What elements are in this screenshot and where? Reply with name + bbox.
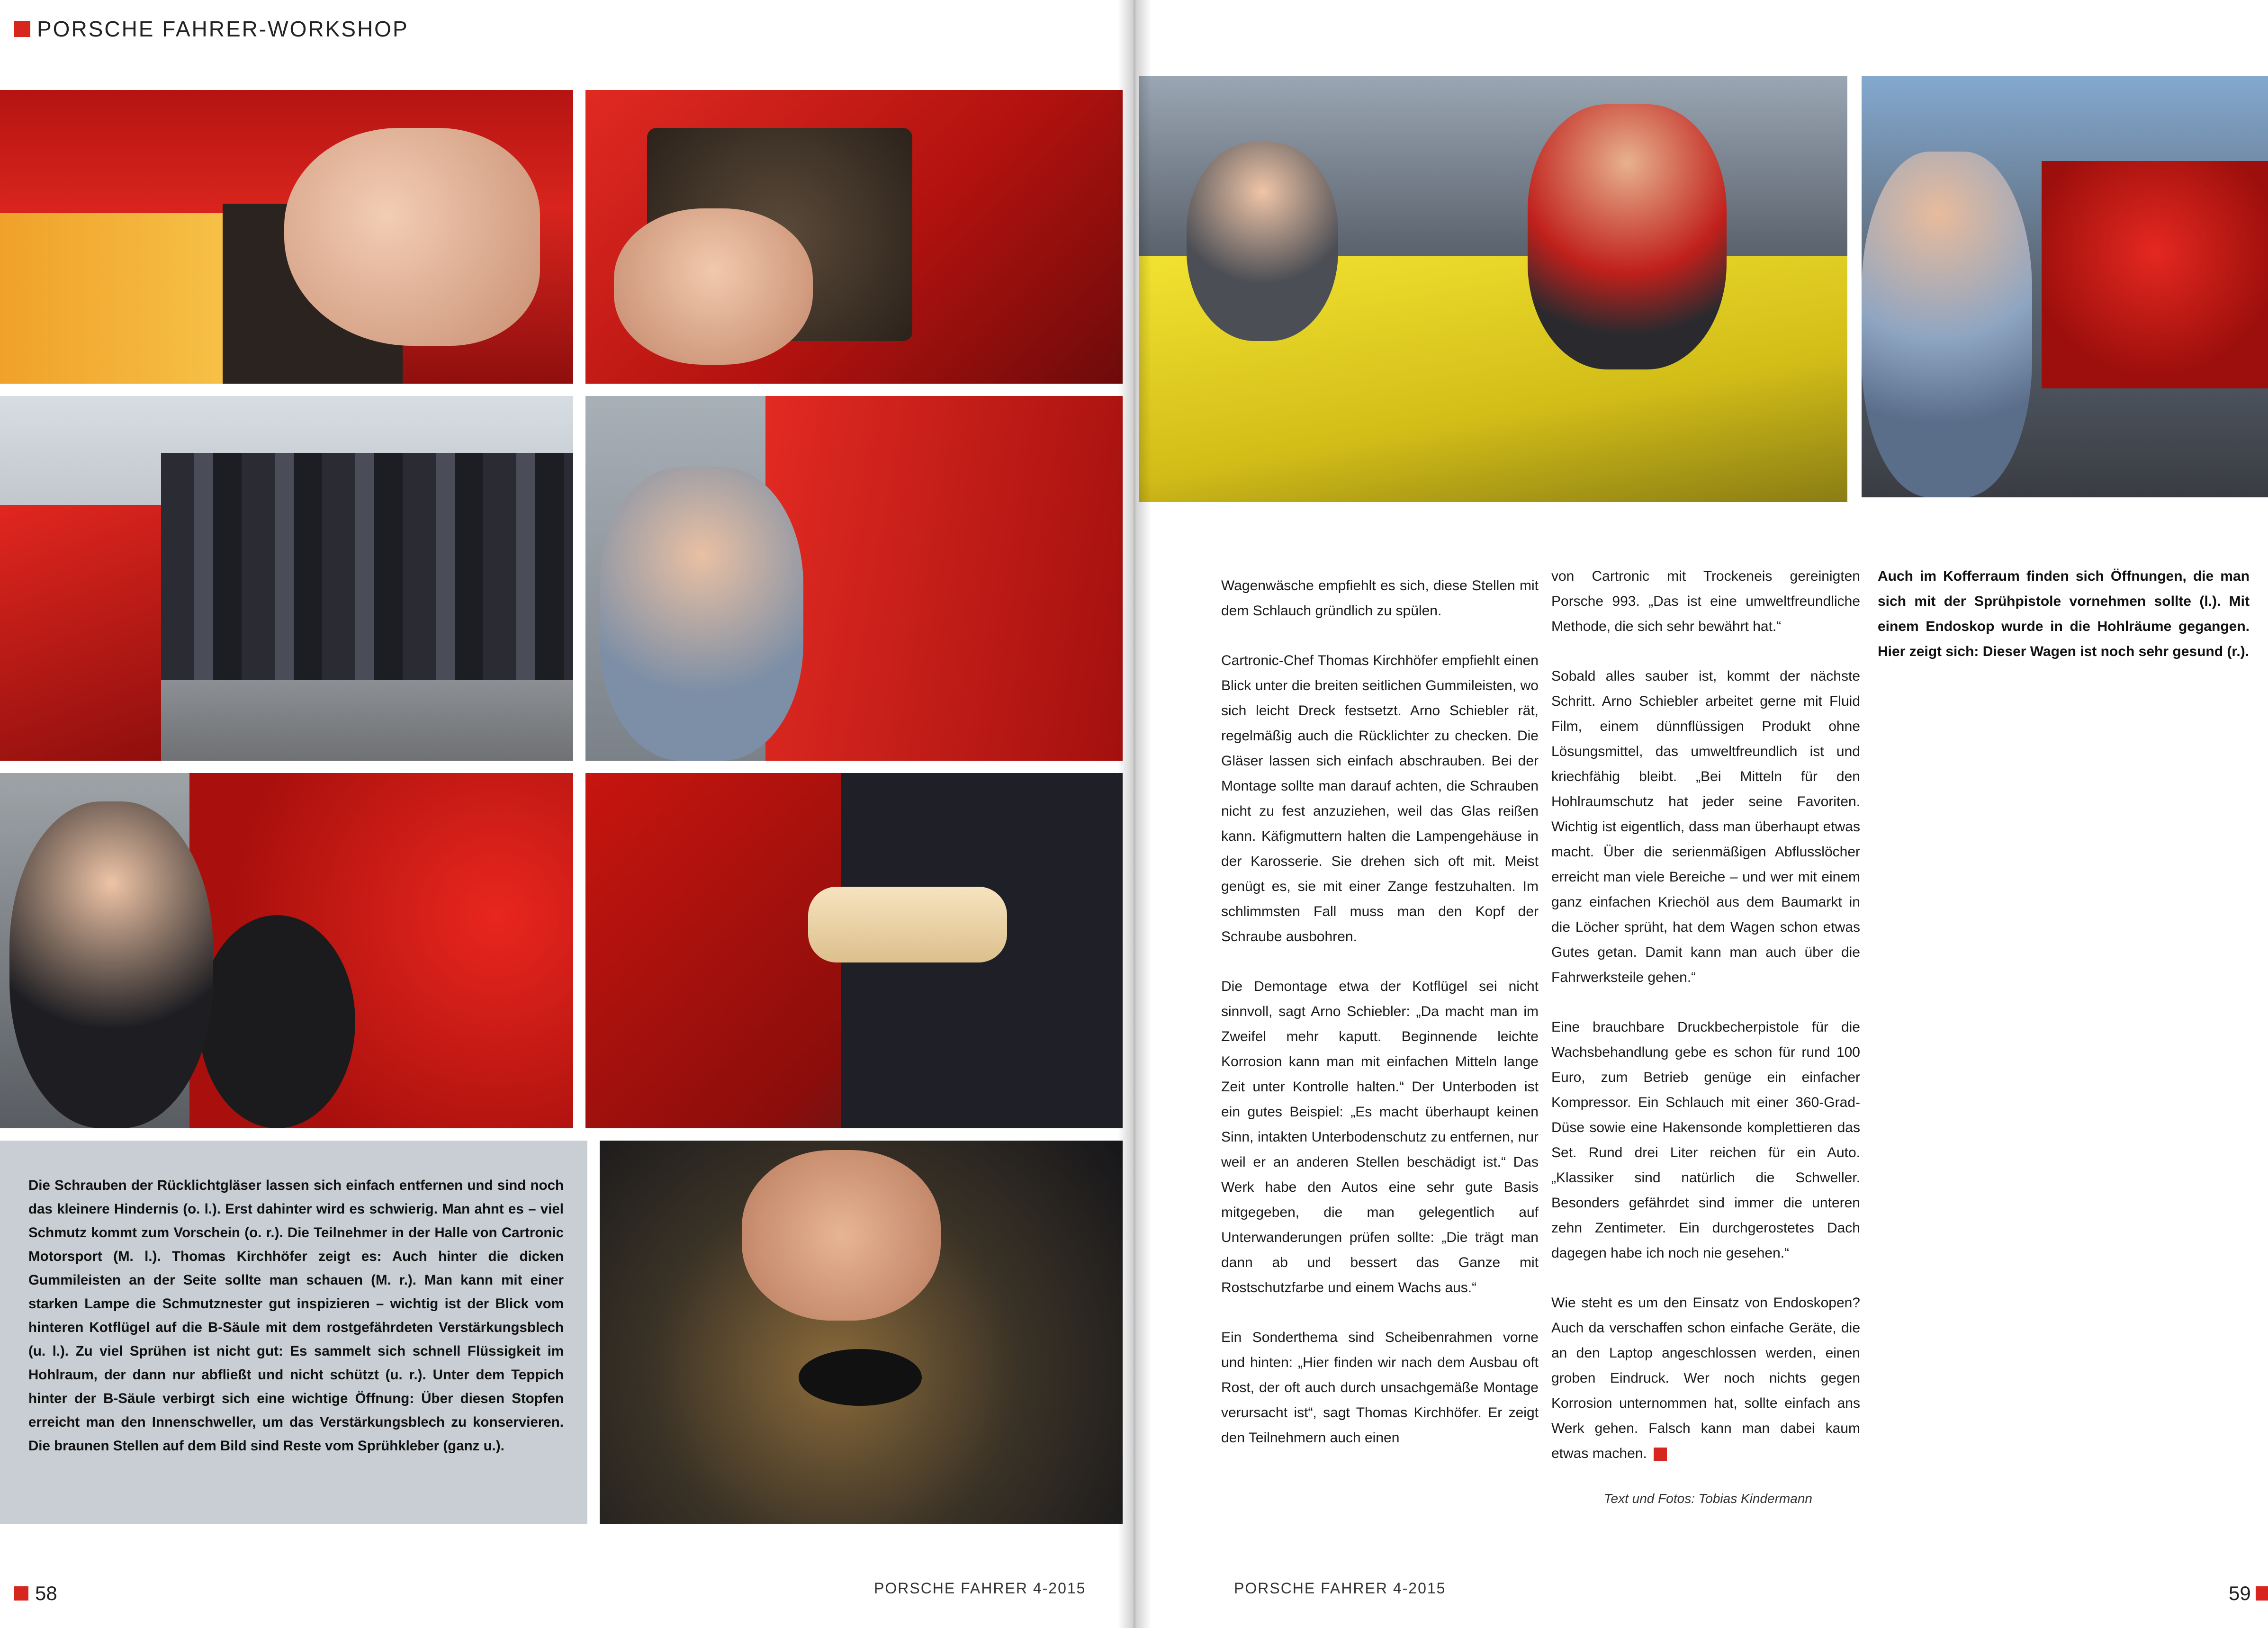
right-page bbox=[1134, 0, 2268, 1628]
right-magazine-footer: PORSCHE FAHRER 4-2015 bbox=[1234, 1580, 1446, 1597]
col1-paragraph: Wagenwäsche empfiehlt es sich, diese Stellen mit dem Schlauch gründlich zu spülen. bbox=[1221, 578, 1539, 619]
photo-trunk-endoscope bbox=[1862, 76, 2268, 497]
photo-engine-bay-group bbox=[1139, 76, 1847, 502]
article-column-2 bbox=[1551, 564, 1860, 1466]
photo-rubber-strip-inspection bbox=[585, 396, 1123, 761]
photo-rear-light-screwdriver bbox=[0, 90, 573, 384]
col1-paragraph: Ein Sonderthema sind Scheibenrahmen vorne und hinten: „Hier finden wir nach dem Ausbau oft Rost, der oft auch durch unsachgemäße Montage verursacht ist“, sagt Thomas Kirchhöfer. Er zeigt den Teilnehmern auch einen bbox=[1221, 1330, 1539, 1446]
right-page-number: 59 bbox=[2229, 1582, 2268, 1605]
photo-floor-plug-rust bbox=[600, 1141, 1123, 1524]
photo-credit: Text und Fotos: Tobias Kindermann bbox=[1604, 1491, 1812, 1506]
right-caption-text: Auch im Kofferraum finden sich Öffnungen, die man sich mit der Sprühpistole vornehmen sollte (l.). Mit einem Endoskop wurde in die Hohlräume gegangen. Hier zeigt sich: Dieser Wagen ist noch sehr gesund (r.). bbox=[1878, 568, 2250, 659]
article-column-1 bbox=[1221, 573, 1539, 1450]
photo-dirt-behind-light bbox=[585, 90, 1123, 384]
page-number-square-icon bbox=[2256, 1586, 2268, 1601]
col1-paragraph: Die Demontage etwa der Kotflügel sei nicht sinnvoll, sagt Arno Schiebler: „Da macht man im Zweifel mehr kaputt. Beginnende leichte Korrosion kann man mit einfachen Mitteln lange Zeit unter Kontrolle halten.“ Der Unterboden ist ein gutes Beispiel: „Es macht überhaupt keinen Sinn, intakten Unterbodenschutz zu entfernen, nur weil er an anderen Stellen beschädigt ist.“ Das Werk habe den Autos eine sehr gute Basis mitgegeben, die man gelegentlich auf Unterwanderungen prüfen sollte: „Die trägt man dann ab und bessert das Ganze mit Rostschutzfarbe und einem Wachs aus.“ bbox=[1221, 979, 1539, 1295]
page-number-square-icon bbox=[14, 1586, 28, 1601]
spine-gutter bbox=[1118, 0, 1151, 1628]
col2-paragraph: Wie steht es um den Einsatz von Endoskopen? Auch da verschaffen schon einfache Geräte, die an den Laptop angeschlossen werden, einen groben Eindruck. Wer noch nichts gegen Korrosion unternommen hat, sollte einfach ans Werk gehen. Falsch kann man dabei kaum etwas machen. bbox=[1551, 1295, 1860, 1461]
photo-spray-bottle bbox=[585, 773, 1123, 1128]
left-page-number: 58 bbox=[14, 1582, 57, 1605]
col2-paragraph: Eine brauchbare Druckbecherpistole für die Wachsbehandlung gebe es schon für rund 100 Euro, zum Betrieb genüge ein einfacher Kompressor. Ein Schlauch mit einer 360-Grad-Düse sowie eine Hakensonde komplettieren das Set. Rund drei Liter reichen für ein Auto. „Klassiker sind natürlich die Schweller. Besonders gefährdet sind immer die unteren zehn Zentimeter. Ein durchgerostetes Dach dagegen habe ich noch nie gesehen.“ bbox=[1551, 1019, 1860, 1261]
col2-paragraph: Sobald alles sauber ist, kommt der nächste Schritt. Arno Schiebler arbeitet gerne mit Fluid Film, einem dünnflüssigen Produkt ohne Lösungsmittel, das umweltfreundlich ist und kriechfähig bleibt. „Bei Mitteln für den Hohlraumschutz hat jeder seine Favoriten. Wichtig ist eigentlich, dass man überhaupt etwas macht. Über die serienmäßigen Abflusslöcher erreicht man viele Bereiche – und wer mit einem ganz einfachen Kriechöl aus dem Baumarkt in die Löcher sprüht, hat dem Wagen schon etwas Gutes getan. Damit kann man auch über die Fahrwerksteile gehen.“ bbox=[1551, 668, 1860, 985]
section-header bbox=[14, 16, 409, 42]
col2-paragraph: von Cartronic mit Trockeneis gereinigten Porsche 993. „Das ist eine umweltfreundliche Methode, die sich sehr bewährt hat.“ bbox=[1551, 568, 1860, 634]
photo-participants-hall bbox=[0, 396, 573, 761]
section-square-icon bbox=[14, 21, 30, 37]
left-caption-text: Die Schrauben der Rücklichtgläser lassen sich einfach entfernen und sind noch das kleinere Hindernis (o. l.). Erst dahinter wird es schwierig. Man ahnt es – viel Schmutz kommt zum Vorschein (o. r.). Die Teilnehmer in der Halle von Cartronic Motorsport (M. l.). Thomas Kirchhöfer zeigt es: Auch hinter die dicken Gummileisten an der Seite sollte man schauen (M. r.). Man kann mit einer starken Lampe die Schmutznester gut inspizieren – wichtig ist der Blick vom hinteren Kotflügel auf die B-Säule mit dem rostgefährdeten Verstärkungsblech (u. l.). Zu viel Sprühen ist nicht gut: Es sammelt sich schnell Flüssigkeit im Hohlraum, der dann nur abfließt und nicht schützt (u. r.). Unter dem Teppich hinter der B-Säule verbirgt sich eine wichtige Öffnung: Über diesen Stopfen erreicht man den Innenschweller, um das Verstärkungsblech zu konservieren. Die braunen Stellen auf dem Bild sind Reste vom Sprühkleber (ganz u.). bbox=[28, 1178, 564, 1454]
photo-lamp-b-pillar bbox=[0, 773, 573, 1128]
left-magazine-footer: PORSCHE FAHRER 4-2015 bbox=[874, 1580, 1086, 1597]
left-caption-box bbox=[0, 1141, 587, 1524]
col1-paragraph: Cartronic-Chef Thomas Kirchhöfer empfiehlt einen Blick unter die breiten seitlichen Gummileisten, wo sich leicht Dreck festsetzt. Arno Schiebler rät, regelmäßig auch die Rücklichter zu checken. Die Gläser lassen sich einfach abschrauben. Bei der Montage sollte man darauf achten, die Schrauben nicht zu fest anzuziehen, weil das Glas reißen kann. Käfigmuttern halten die Lampengehäuse in der Karosserie. Sie drehen sich oft mit. Meist genügt es, sie mit einer Zange festzuhalten. Im schlimmsten Fall muss man den Kopf der Schraube ausbohren. bbox=[1221, 653, 1539, 944]
section-title: PORSCHE FAHRER-WORKSHOP bbox=[37, 17, 409, 41]
end-mark-icon bbox=[1654, 1448, 1667, 1461]
